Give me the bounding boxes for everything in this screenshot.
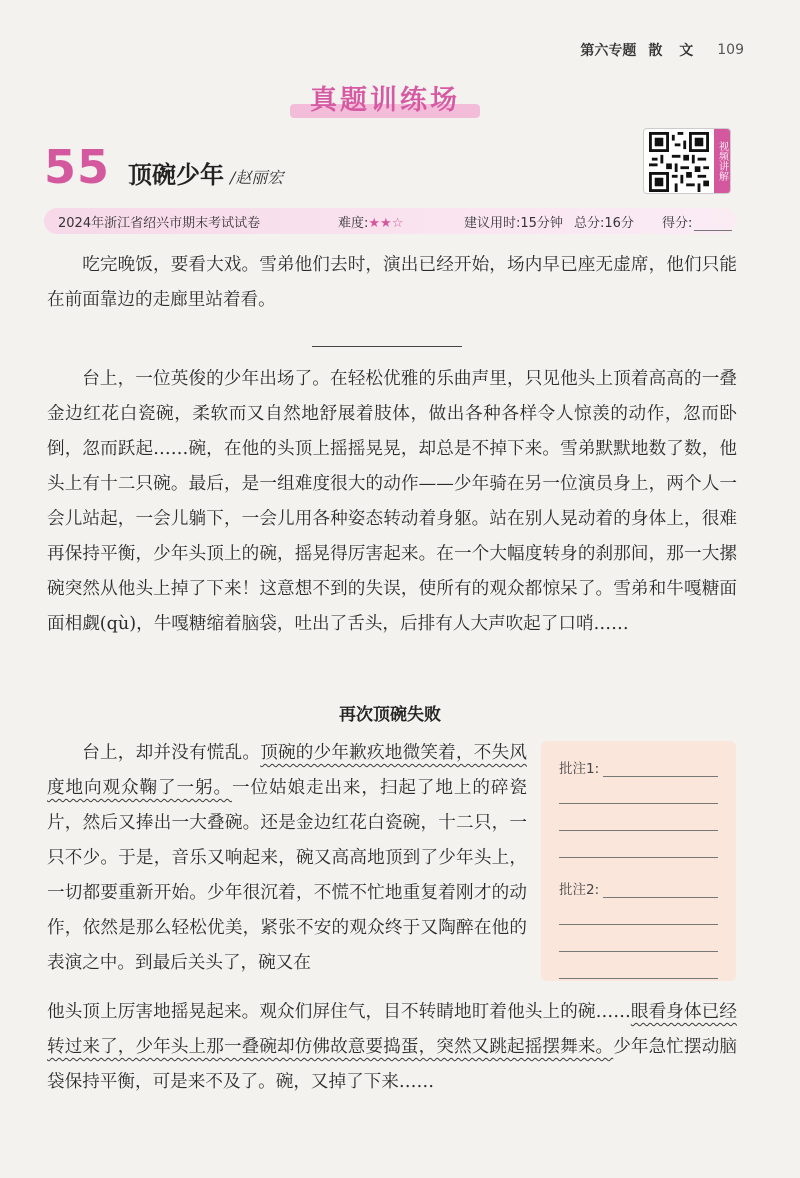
exam-info-strip — [44, 208, 736, 234]
score-blank[interactable] — [694, 219, 732, 231]
video-qr-block[interactable] — [643, 128, 731, 194]
score-label: 得分: — [662, 215, 693, 231]
total-score: 总分:16分 — [574, 215, 634, 231]
paragraph-3 — [47, 736, 527, 981]
article-number: 55 — [44, 140, 111, 194]
note-2-line[interactable] — [603, 884, 718, 898]
note-1-line[interactable] — [559, 831, 718, 858]
article-author: /赵丽宏 — [230, 168, 284, 187]
paragraph-4-start: 他头顶上厉害地摇晃起来。观众们屏住气，目不转睛地盯着他头上的碗…… — [47, 1002, 631, 1022]
note-2-line[interactable] — [559, 898, 718, 925]
qr-code-icon[interactable] — [647, 132, 711, 192]
section-divider — [312, 346, 462, 347]
paragraph-2: 台上，一位英俊的少年出场了。在轻松优雅的乐曲声里，只见他头上顶着高高的一叠金边红花白瓷碗，柔软而又自然地舒展着肢体，做出各种各样令人惊羡的动作，忽而卧倒，忽而跃起……碗，在他的头顶上摇摇晃晃，却总是不掉下来。雪弟默默地数了数，他头上有十二只碗。最后，是一组难度很大的动作——少年骑在另一位演员身上，两个人一会儿站起，一会儿躺下，一会儿用各种姿态转动着身躯。站在别人晃动着的身体上，很难再保持平衡，少年头顶上的碗，摇晃得厉害起来。在一个大幅度转身的刹那间，那一大摞碗突然从他头上掉了下来！这意想不到的失误，使所有的观众都惊呆了。雪弟和牛嘎糖面面相觑(qù)，牛嘎糖缩着脑袋，吐出了舌头，后排有人大声吹起了口哨…… — [47, 369, 737, 634]
suggested-time: 建议用时:15分钟 — [464, 215, 563, 231]
wavy-underlined-sentence-2: 眼看身体已经转过来了，少年头上那一叠碗却仿佛故意要捣蛋，突然又跳起摇摆舞来。 — [47, 1002, 737, 1057]
note-1-line[interactable] — [559, 777, 718, 804]
article-title-row — [44, 140, 283, 194]
note-2-label: 批注2: — [559, 882, 600, 898]
page-number: 109 — [717, 42, 744, 58]
note-1-label: 批注1: — [559, 761, 600, 777]
note-1[interactable] — [559, 757, 718, 777]
paragraph-1: 吃完晚饭，要看大戏。雪弟他们去时，演出已经开始，场内早已座无虚席，他们只能在前面靠边的走廊里站着看。 — [47, 255, 737, 310]
paragraph-4-end: 少年急忙摆动脑袋保持平衡，可是来不及了。碗，又掉了下来…… — [47, 1037, 737, 1092]
section-banner — [290, 78, 480, 122]
difficulty — [338, 212, 464, 231]
header-topic: 第六专题 — [580, 43, 637, 59]
subheading: 再次顶碗失败 — [339, 705, 441, 725]
paragraph-3-rest: 一位姑娘走出来，扫起了地上的碎瓷片，然后又捧出一大叠碗。还是金边红花白瓷碗，十二只，一只不少。于是，音乐又响起来，碗又高高地顶到了少年头上，一切都要重新开始。少年很沉着，不慌不忙地重复着刚才的动作，依然是那么轻松优美，紧张不安的观众终于又陶醉在他的表演之中。到最后关头了，碗又在 — [47, 778, 527, 973]
running-header — [580, 40, 744, 60]
paragraph-3-start: 台上，却并没有慌乱。 — [82, 743, 261, 763]
difficulty-label: 难度: — [338, 215, 369, 231]
banner-title: 真题训练场 — [310, 85, 460, 116]
note-1-line[interactable] — [559, 804, 718, 831]
note-1-line[interactable] — [603, 763, 718, 777]
difficulty-stars-icon: ★★☆ — [368, 215, 404, 231]
score-field[interactable] — [662, 212, 732, 231]
annotation-box — [541, 741, 736, 981]
exam-source: 2024年浙江省绍兴市期末考试试卷 — [58, 215, 261, 231]
header-subject: 散 文 — [648, 43, 700, 59]
note-2-line[interactable] — [559, 952, 718, 979]
note-2-line[interactable] — [559, 925, 718, 952]
wavy-underlined-sentence-1: 顶碗的少年歉疚地微笑着，不失风度地向观众鞠了一躬。 — [47, 743, 527, 798]
article-title: 顶碗少年 — [128, 161, 225, 189]
video-explain-label: 视频讲解 — [714, 129, 730, 193]
note-2[interactable] — [559, 878, 718, 898]
paragraph-4 — [47, 995, 737, 1100]
